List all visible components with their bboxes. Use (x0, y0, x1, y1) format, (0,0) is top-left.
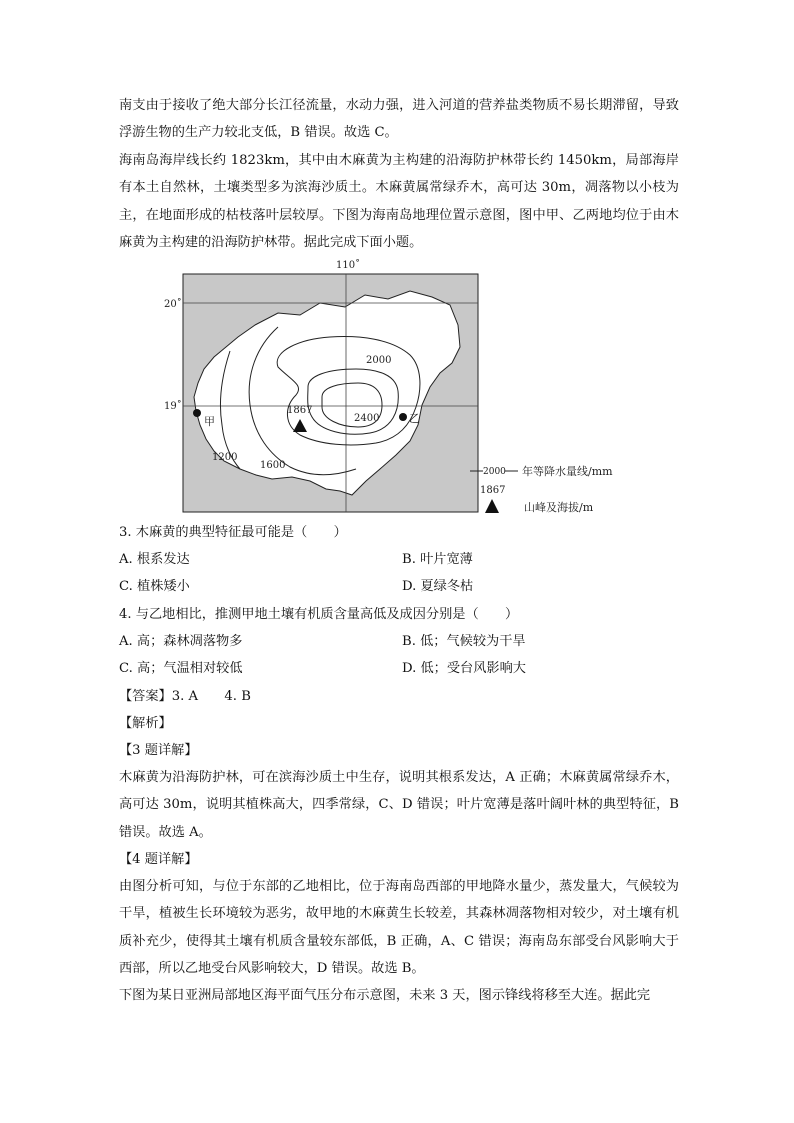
place-jia-dot (193, 409, 201, 417)
lat19-label: 19˚ (164, 401, 182, 412)
place-yi-dot (399, 413, 407, 421)
q3-detail-title: 【3 题详解】 (119, 743, 198, 758)
q4-detail-title: 【4 题详解】 (119, 852, 198, 867)
legend-peak-triangle-icon (485, 499, 499, 513)
answer-line: 【答案】3. A 4. B (119, 689, 251, 704)
hainan-map-figure (160, 255, 630, 520)
q4-option-a: A. 高；森林凋落物多 (119, 634, 243, 649)
paragraph-hainan-intro: 海南岛海岸线长约 1823km，其中由木麻黄为主构建的沿海防护林带长约 1450km，局部海岸有本土自然林，土壤类型多为滨海沙质土。木麻黄属常绿乔木，高可达 30m，凋落物以小枝为主，在地面形成的枯枝落叶层较厚。下图为海南岛地理位置示意图，图中甲、乙两地均位于由木麻黄为主构建的沿海防护林带。据此完成下面小题。 (119, 153, 679, 251)
legend-isoline-text: 年等降水量线/mm (522, 465, 613, 478)
legend-isoline-sample: 2000 (483, 467, 506, 477)
q3-option-a: A. 根系发达 (119, 552, 190, 567)
hainan-map-svg (160, 255, 630, 520)
q4-option-d: D. 低；受台风影响大 (402, 661, 526, 676)
analysis-title: 【解析】 (119, 716, 172, 731)
contour-2000-label: 2000 (366, 355, 392, 366)
lat20-label: 20˚ (164, 299, 182, 310)
place-jia-label: 甲 (204, 415, 215, 428)
contour-2400-label: 2400 (354, 413, 380, 424)
legend-peak-text: 山峰及海拔/m (524, 501, 594, 514)
q4-stem: 4. 与乙地相比，推测甲地土壤有机质含量高低及成因分别是（ ） (119, 607, 519, 622)
next-question-intro: 下图为某日亚洲局部地区海平面气压分布示意图，未来 3 天，图示锋线将移至大连。据此完 (119, 988, 651, 1003)
peak-label: 1867 (287, 405, 313, 416)
q3-detail-text: 木麻黄为沿海防护林，可在滨海沙质土中生存，说明其根系发达，A 正确；木麻黄属常绿乔木，高可达 30m，说明其植株高大，四季常绿，C、D 错误；叶片宽薄是落叶阔叶林的典型特征，B 错误。故选 A。 (119, 770, 679, 840)
contour-1600-label: 1600 (260, 460, 286, 471)
contour-1200-label: 1200 (212, 452, 238, 463)
q4-detail-text: 由图分析可知，与位于东部的乙地相比，位于海南岛西部的甲地降水量少，蒸发量大，气候较为干旱，植被生长环境较为恶劣，故甲地的木麻黄生长较差，其森林凋落物相对较少，对土壤有机质补充少，使得其土壤有机质含量较东部低，B 正确，A、C 错误；海南岛东部受台风影响大于西部，所以乙地受台风影响较大，D 错误。故选 B。 (119, 879, 679, 977)
q4-option-c: C. 高；气温相对较低 (119, 661, 243, 676)
q3-stem: 3. 木麻黄的典型特征最可能是（ ） (119, 525, 347, 540)
legend-peak-sample: 1867 (480, 485, 506, 496)
q3-option-b: B. 叶片宽薄 (402, 552, 473, 567)
lon-label: 110˚ (336, 260, 361, 271)
place-yi-label: 乙 (409, 412, 420, 425)
q3-option-c: C. 植株矮小 (119, 579, 190, 594)
q4-option-b: B. 低；气候较为干旱 (402, 634, 526, 649)
q3-option-d: D. 夏绿冬枯 (402, 579, 474, 594)
paragraph-nanzhi: 南支由于接收了绝大部分长江径流量，水动力强，进入河道的营养盐类物质不易长期滞留，导致浮游生物的生产力较北支低，B 错误。故选 C。 (119, 98, 679, 141)
